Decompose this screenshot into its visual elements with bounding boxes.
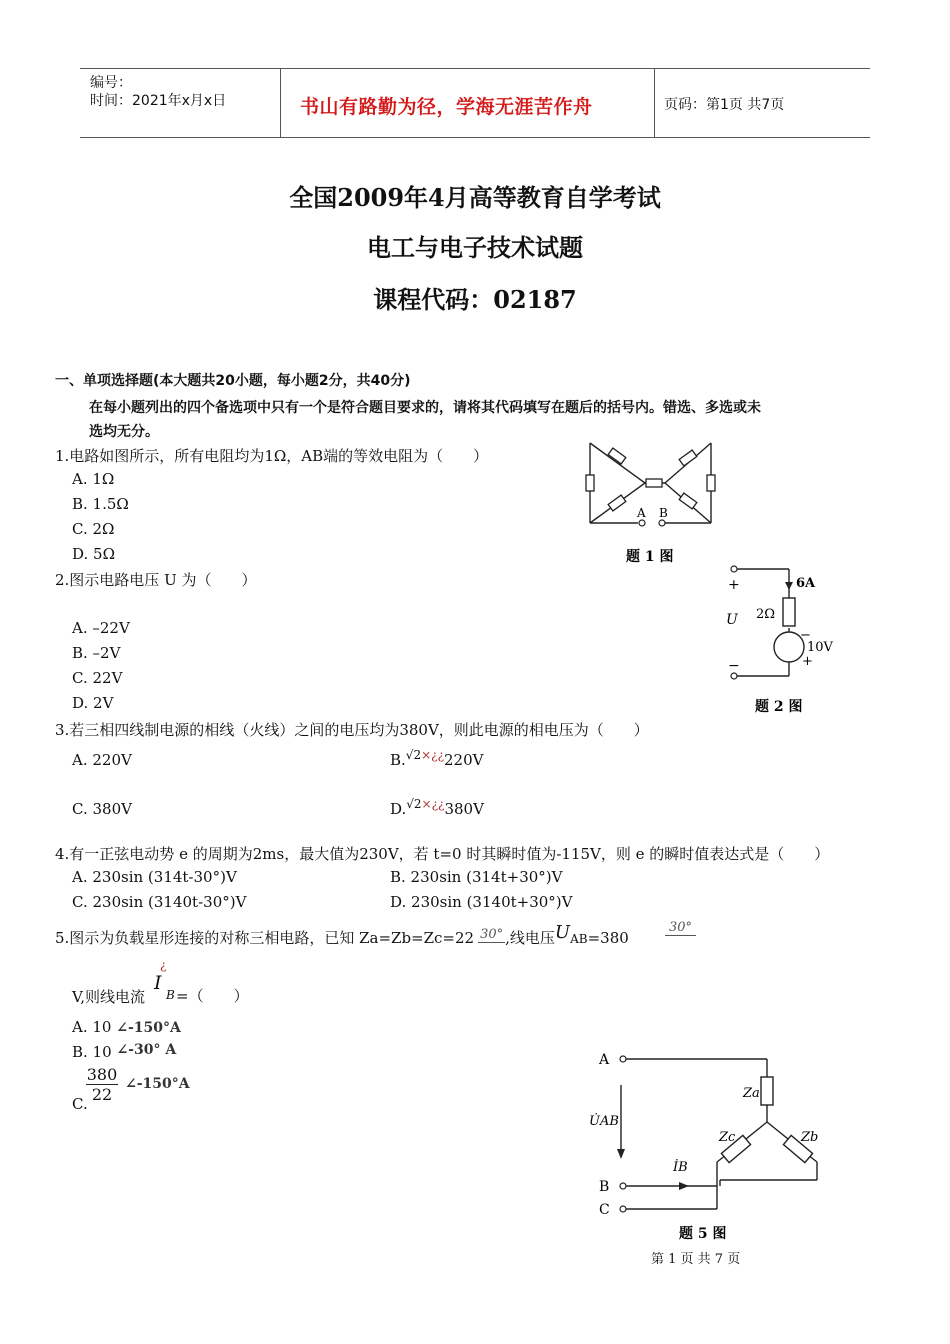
fig2-source: 10V: [807, 640, 833, 655]
question-4-option-b: B. 230sin (314t+30°)V: [390, 868, 563, 886]
current-symbol: I: [154, 972, 162, 994]
question-1-stem: 1.电路如图所示，所有电阻均为1Ω，AB端的等效电阻为（ ）: [55, 447, 489, 465]
question-3-option-d: D.$^{√2\times¿¿}$380V: [390, 797, 484, 818]
fig5-zc: Zc: [719, 1130, 736, 1145]
fig5-zb: Zb: [801, 1130, 819, 1145]
garbled-glyph: ×¿¿: [421, 797, 445, 811]
question-4-option-d: D. 230sin (3140t+30°)V: [390, 893, 573, 911]
question-2-option-a: A. –22V: [72, 619, 130, 637]
question-1-option-c: C. 2Ω: [72, 520, 115, 538]
sqrt-symbol: √2: [406, 797, 422, 811]
fig2-caption: 题 2 图: [755, 699, 803, 715]
section-instruction: 在每小题列出的四个备选项中只有一个是符合题目要求的，请将其代码填写在题后的括号内。错选、多选或未: [89, 400, 761, 416]
header-divider: [654, 69, 655, 137]
fig1-label-a: A: [637, 506, 646, 520]
question-5-option-b: B. 10 ∠-30° A: [72, 1042, 177, 1061]
question-1-option-a: A. 1Ω: [72, 470, 115, 488]
question-5-figure: [585, 1045, 835, 1245]
fig2-current: 6A: [796, 576, 816, 591]
question-4-option-a: A. 230sin (314t-30°)V: [72, 868, 237, 886]
question-2-figure: [720, 560, 850, 720]
question-4-stem: 4.有一正弦电动势 e 的周期为2ms，最大值为230V，若 t=0 时其瞬时值为-115V，则 e 的瞬时值表达式是（ ）: [55, 845, 830, 863]
header-divider: [280, 69, 281, 137]
fig2-src-plus: +: [802, 654, 813, 669]
header-page-info: 页码：第1页 共7页: [664, 97, 785, 113]
garbled-glyph: ×¿¿: [421, 748, 444, 762]
fig2-resistor: 2Ω: [756, 607, 776, 622]
header-motto: 书山有路勤为径，学海无涯苦作舟: [300, 96, 593, 118]
fig5-uab: U̇AB: [589, 1114, 619, 1129]
fig1-label-b: B: [659, 506, 668, 520]
fig2-minus: −: [728, 658, 740, 674]
course-code: 课程代码：02187: [373, 285, 577, 314]
fig5-caption: 题 5 图: [679, 1226, 727, 1242]
header-time-label: 时间：2021年x月x日: [90, 93, 227, 109]
section-heading: 一、单项选择题(本大题共20小题，每小题2分，共40分): [55, 373, 411, 389]
header-number-label: 编号：: [90, 75, 132, 91]
subject-title: 电工与电子技术试题: [367, 233, 583, 262]
question-5-bracket: =（ ）: [176, 987, 249, 1005]
fig5-label-b: B: [599, 1179, 610, 1195]
exam-title: 全国2009年4月高等教育自学考试: [289, 183, 661, 212]
fig2-u-label: U: [726, 612, 738, 628]
voltage-symbol: U: [554, 922, 571, 943]
fig2-src-minus: −: [800, 628, 811, 643]
question-3-stem: 3.若三相四线制电源的相线（火线）之间的电压均为380V，则此电源的相电压为（ ）: [55, 721, 649, 739]
sqrt-symbol: √2: [405, 748, 422, 762]
question-3-option-c: C. 380V: [72, 800, 132, 818]
garbled-glyph: ¿: [160, 958, 167, 972]
fraction: 380 22: [86, 1065, 118, 1104]
angle-value: ∠-30° A: [116, 1042, 177, 1058]
question-2-option-b: B. –2V: [72, 644, 121, 662]
fig5-label-c: C: [599, 1202, 610, 1218]
question-5-stem: 5.图示为负载星形连接的对称三相电路，已知 Za=Zb=Zc=22 30° ,线电压UAB=380: [55, 922, 629, 947]
question-3-option-a: A. 220V: [72, 751, 132, 769]
question-2-option-c: C. 22V: [72, 669, 123, 687]
section-instruction: 选均无分。: [89, 424, 159, 440]
fig5-ib: İB: [673, 1160, 688, 1175]
angle-symbol: 30°: [480, 927, 504, 942]
question-1-option-b: B. 1.5Ω: [72, 495, 129, 513]
question-2-option-d: D. 2V: [72, 694, 114, 712]
fig2-plus: +: [728, 577, 740, 593]
question-2-stem: 2.图示电路电压 U 为（ ）: [55, 571, 257, 589]
fig5-za: Za: [743, 1086, 760, 1101]
question-5-option-c: C.: [72, 1095, 88, 1113]
question-4-option-c: C. 230sin (3140t-30°)V: [72, 893, 247, 911]
fig5-label-a: A: [599, 1052, 610, 1068]
question-5-stem-line2: V,则线电流: [72, 988, 145, 1006]
angle-value: ∠-150°A: [125, 1076, 190, 1092]
fig1-caption: 题 1 图: [626, 549, 674, 565]
page-footer: 第 1 页 共 7 页: [651, 1252, 741, 1267]
question-5-option-a: A. 10 ∠-150°A: [72, 1018, 181, 1036]
current-subscript: B: [166, 988, 175, 1002]
question-3-option-b: B.$^{√2\times¿¿}$220V: [390, 748, 484, 769]
question-1-figure: [580, 438, 725, 568]
angle-value: ∠-150°A: [116, 1020, 181, 1036]
question-1-option-d: D. 5Ω: [72, 545, 116, 563]
angle-symbol: 30°: [665, 920, 696, 936]
